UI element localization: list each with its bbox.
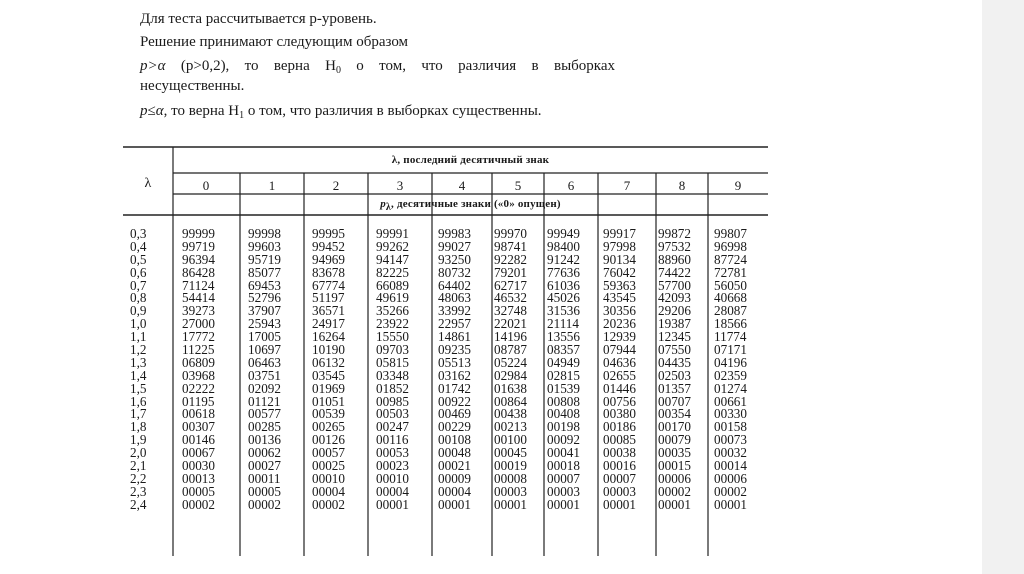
table-cell: 00229 [438, 419, 471, 435]
table-cell: 00001 [376, 496, 409, 512]
table-cell: 11225 [182, 342, 215, 358]
table-cell: 28087 [714, 303, 747, 319]
table-cell: 00001 [438, 496, 471, 512]
table-cell: 87724 [714, 251, 747, 267]
sub-header [173, 198, 768, 213]
table-cell: 00003 [603, 483, 636, 499]
column-header-9: 9 [734, 178, 742, 193]
table-cell: 00004 [438, 483, 471, 499]
table-cell: 17772 [182, 329, 215, 345]
table-cell: 88960 [658, 251, 691, 267]
table-cell: 06132 [312, 354, 345, 370]
table-cell: 77636 [547, 264, 580, 280]
table-cell: 04636 [603, 354, 636, 370]
table-cell: 04435 [658, 354, 691, 370]
value-column-5 [494, 228, 554, 512]
table-cell: 07944 [603, 342, 636, 358]
table-cell: 56050 [714, 277, 747, 293]
table-cell: 98400 [547, 238, 580, 254]
table-cell: 00008 [494, 470, 527, 486]
table-cell: 80732 [438, 264, 471, 280]
table-cell: 07171 [714, 342, 747, 358]
word: выборках [554, 58, 616, 74]
table-cell: 05224 [494, 354, 527, 370]
table-cell: 67774 [312, 277, 345, 293]
table-cell: 85077 [248, 264, 281, 280]
table-cell: 99872 [658, 226, 691, 241]
column-header-3: 3 [396, 178, 404, 193]
table-cell: 00002 [658, 483, 691, 499]
p-subscript: λ [385, 202, 392, 213]
table-cell: 83678 [312, 264, 345, 280]
table-cell: 00073 [714, 432, 747, 448]
table-cell: 00001 [603, 496, 636, 512]
table-cell: 99262 [376, 238, 409, 254]
table-cell: 86428 [182, 264, 215, 280]
word: то [244, 58, 259, 74]
table-cell: 00004 [312, 483, 345, 499]
table-cell: 91242 [547, 251, 580, 267]
table-cell: 42093 [658, 290, 691, 306]
lambda-cell: 2,2 [130, 470, 147, 486]
table-cell: 00003 [547, 483, 580, 499]
table-cell: 66089 [376, 277, 409, 293]
table-cell: 01969 [312, 380, 345, 396]
table-cell: 00001 [547, 496, 580, 512]
table-cell: 99603 [248, 238, 281, 254]
table-cell: 00265 [312, 419, 345, 435]
table-cell: 45026 [547, 290, 580, 306]
table-cell: 01274 [714, 380, 747, 396]
table-cell: 69453 [248, 277, 281, 293]
p-le-alpha: p≤α [140, 103, 164, 119]
lambda-cell: 2,4 [130, 496, 147, 512]
table-cell: 00085 [603, 432, 636, 448]
table-cell: 00018 [547, 458, 580, 474]
table-cell: 96394 [182, 251, 215, 267]
lambda-cell: 1,5 [130, 380, 147, 396]
table-cell: 00707 [658, 393, 691, 409]
table-cell: 00213 [494, 419, 527, 435]
table-cell: 72781 [714, 264, 747, 280]
table-cell: 01852 [376, 380, 409, 396]
lambda-cell: 1,6 [130, 393, 147, 409]
table-cell: 99917 [603, 226, 636, 241]
table-cell: 00146 [182, 432, 215, 448]
table-cell: 74422 [658, 264, 691, 280]
table-cell: 18566 [714, 316, 747, 332]
table-cell: 52796 [248, 290, 281, 306]
table-cell: 02503 [658, 367, 691, 383]
column-header-5: 5 [514, 178, 522, 193]
table-cell: 19387 [658, 316, 691, 332]
table-cell: 00503 [376, 406, 409, 422]
table-cell: 01539 [547, 380, 580, 396]
table-cell: 03545 [312, 367, 345, 383]
table-cell: 00186 [603, 419, 636, 435]
h-letter: H [325, 58, 336, 74]
table-cell: 00027 [248, 458, 281, 474]
table-cell: 00756 [603, 393, 636, 409]
table-cell: 02815 [547, 367, 580, 383]
table-cell: 00005 [182, 483, 215, 499]
table-cell: 01195 [182, 393, 215, 409]
lambda-cell: 1,4 [130, 367, 147, 383]
table-cell: 00004 [376, 483, 409, 499]
lambda-cell: 2,3 [130, 483, 147, 499]
table-cell: 06463 [248, 354, 281, 370]
table-cell: 05815 [376, 354, 409, 370]
table-cell: 00079 [658, 432, 691, 448]
table-cell: 00539 [312, 406, 345, 422]
table-cell: 03348 [376, 367, 409, 383]
value-column-4 [438, 228, 498, 512]
table-cell: 08357 [547, 342, 580, 358]
lambda-cell: 0,6 [130, 264, 147, 280]
table-cell: 12345 [658, 329, 691, 345]
table-cell: 00170 [658, 419, 691, 435]
table-cell: 09703 [376, 342, 409, 358]
lambda-column [130, 228, 162, 512]
table-cell: 12939 [603, 329, 636, 345]
table-cell: 06809 [182, 354, 215, 370]
table-cell: 71124 [182, 277, 215, 293]
table-cell: 13556 [547, 329, 580, 345]
table-cell: 27000 [182, 316, 215, 332]
table-cell: 00136 [248, 432, 281, 448]
lambda-cell: 0,7 [130, 277, 147, 293]
table-cell: 00116 [376, 432, 409, 448]
table-cell: 03162 [438, 367, 471, 383]
table-cell: 04196 [714, 354, 747, 370]
table-cell: 99995 [312, 226, 345, 241]
intro-line-2: Решение принимают следующим образом [140, 34, 409, 50]
table-cell: 00922 [438, 393, 471, 409]
lambda-cell: 1,0 [130, 316, 147, 332]
table-cell: 00307 [182, 419, 215, 435]
table-cell: 00618 [182, 406, 215, 422]
lambda-cell: 2,1 [130, 458, 147, 474]
lambda-cell: 1,2 [130, 342, 147, 358]
value-column-2 [312, 228, 372, 512]
table-cell: 00032 [714, 445, 747, 461]
table-cell: 00864 [494, 393, 527, 409]
table-cell: 79201 [494, 264, 527, 280]
table-cell: 54414 [182, 290, 215, 306]
lambda-header: λ [144, 176, 152, 191]
table-cell: 00006 [714, 470, 747, 486]
table-cell: 32748 [494, 303, 527, 319]
lambda-cell: 1,3 [130, 354, 147, 370]
table-cell: 00002 [182, 496, 215, 512]
sub-header-text: , десятичные знаки («0» опущен) [391, 198, 561, 210]
table-cell: 00023 [376, 458, 409, 474]
table-cell: 00030 [182, 458, 215, 474]
column-header-2: 2 [332, 178, 340, 193]
table-cell: 39273 [182, 303, 215, 319]
table-cell: 00019 [494, 458, 527, 474]
table-cell: 09235 [438, 342, 471, 358]
table-cell: 01357 [658, 380, 691, 396]
lambda-cell: 0,9 [130, 303, 147, 319]
lambda-cell: 2,0 [130, 445, 147, 461]
table-cell: 57700 [658, 277, 691, 293]
lambda-cell: 0,4 [130, 238, 147, 254]
column-header-6: 6 [567, 178, 575, 193]
table-cell: 17005 [248, 329, 281, 345]
table-cell: 00009 [438, 470, 471, 486]
intro-line-1: Для теста рассчитывается p-уровень. [140, 11, 377, 27]
table-cell: 11774 [714, 329, 747, 345]
value-column-8 [658, 228, 718, 512]
table-cell: 00354 [658, 406, 691, 422]
table-cell: 62717 [494, 277, 527, 293]
lambda-cell: 0,8 [130, 290, 147, 306]
h-subscript: 1 [239, 110, 245, 121]
text-part: о том, что различия в выборках существенны. [244, 103, 542, 119]
column-header-1: 1 [268, 178, 276, 193]
p-symbol: p [380, 198, 386, 210]
lambda-cell: 1,7 [130, 406, 147, 422]
table-cell: 99027 [438, 238, 471, 254]
table-cell: 00002 [248, 496, 281, 512]
table-cell: 25943 [248, 316, 281, 332]
table-cell: 98741 [494, 238, 527, 254]
table-cell: 33992 [438, 303, 471, 319]
table-cell: 22021 [494, 316, 527, 332]
table-cell: 00126 [312, 432, 345, 448]
table-cell: 00247 [376, 419, 409, 435]
column-header-7: 7 [623, 178, 631, 193]
table-cell: 02222 [182, 380, 215, 396]
table-cell: 48063 [438, 290, 471, 306]
table-cell: 00001 [494, 496, 527, 512]
table-cell: 94147 [376, 251, 409, 267]
table-cell: 01051 [312, 393, 345, 409]
table-cell: 21114 [547, 316, 579, 332]
table-cell: 49619 [376, 290, 409, 306]
table-cell: 00035 [658, 445, 691, 461]
table-cell: 31536 [547, 303, 580, 319]
table-cell: 00438 [494, 406, 527, 422]
table-cell: 00577 [248, 406, 281, 422]
table-cell: 00285 [248, 419, 281, 435]
table-cell: 00011 [248, 470, 281, 486]
word: что [421, 58, 443, 74]
table-cell: 99998 [248, 226, 281, 241]
table-cell: 00041 [547, 445, 580, 461]
table-cell: 40668 [714, 290, 747, 306]
table-cell: 00013 [182, 470, 215, 486]
table-cell: 35266 [376, 303, 409, 319]
table-cell: 00045 [494, 445, 527, 461]
table-cell: 43545 [603, 290, 636, 306]
word: о [356, 58, 364, 74]
table-cell: 99991 [376, 226, 409, 241]
table-cell: 99949 [547, 226, 580, 241]
table-cell: 07550 [658, 342, 691, 358]
table-cell: 99807 [714, 226, 747, 241]
table-cell: 02655 [603, 367, 636, 383]
table-cell: 22957 [438, 316, 471, 332]
word: верна [273, 58, 310, 74]
table-cell: 29206 [658, 303, 691, 319]
table-cell: 01446 [603, 380, 636, 396]
table-cell: 00158 [714, 419, 747, 435]
table-cell: 59363 [603, 277, 636, 293]
table-cell: 00062 [248, 445, 281, 461]
table-cell: 37907 [248, 303, 281, 319]
table-cell: 24917 [312, 316, 345, 332]
table-cell: 30356 [603, 303, 636, 319]
table-cell: 00025 [312, 458, 345, 474]
table-cell: 15550 [376, 329, 409, 345]
table-cell: 76042 [603, 264, 636, 280]
table-cell: 64402 [438, 277, 471, 293]
table-cell: 99999 [182, 226, 215, 241]
text-part: , то верна H [163, 103, 240, 119]
table-cell: 51197 [312, 290, 345, 306]
table-cell: 02359 [714, 367, 747, 383]
table-cell: 00985 [376, 393, 409, 409]
table-cell: 02092 [248, 380, 281, 396]
table-cell: 00003 [494, 483, 527, 499]
table-cell: 00006 [658, 470, 691, 486]
table-cell: 00007 [547, 470, 580, 486]
table-cell: 90134 [603, 251, 636, 267]
table-cell: 00005 [248, 483, 281, 499]
word: различия [458, 58, 517, 74]
table-cell: 05513 [438, 354, 471, 370]
table-cell: 00053 [376, 445, 409, 461]
table-cell: 01638 [494, 380, 527, 396]
intro-line-4: несущественны. [140, 78, 245, 94]
table-cell: 00057 [312, 445, 345, 461]
table-cell: 00108 [438, 432, 471, 448]
value-column-0 [182, 228, 242, 512]
table-cell: 99719 [182, 238, 215, 254]
table-cell: 99452 [312, 238, 345, 254]
word: в [531, 58, 539, 74]
p-gt-alpha: p>α [140, 58, 166, 74]
value-column-6 [547, 228, 607, 512]
table-cell: 00007 [603, 470, 636, 486]
table-cell: 20236 [603, 316, 636, 332]
value-column-3 [376, 228, 436, 512]
table-cell: 03968 [182, 367, 215, 383]
top-header: λ, последний десятичный знак [391, 154, 550, 166]
lambda-cell: 1,1 [130, 329, 147, 345]
table-cell: 00198 [547, 419, 580, 435]
table-cell: 99983 [438, 226, 471, 241]
table-cell: 00010 [376, 470, 409, 486]
table-cell: 00808 [547, 393, 580, 409]
table-cell: 36571 [312, 303, 345, 319]
value-column-7 [603, 228, 663, 512]
table-cell: 00021 [438, 458, 471, 474]
table-cell: 00016 [603, 458, 636, 474]
table-cell: 00014 [714, 458, 747, 474]
column-header-0: 0 [202, 178, 210, 193]
table-cell: 00002 [312, 496, 345, 512]
table-cell: 03751 [248, 367, 281, 383]
word: том, [379, 58, 406, 74]
table-cell: 92282 [494, 251, 527, 267]
table-cell: 10697 [248, 342, 281, 358]
table-cell: 97998 [603, 238, 636, 254]
table-cell: 95719 [248, 251, 281, 267]
table-cell: 00100 [494, 432, 527, 448]
table-cell: 23922 [376, 316, 409, 332]
lambda-cell: 1,9 [130, 432, 147, 448]
column-header-8: 8 [678, 178, 686, 193]
table-cell: 00067 [182, 445, 215, 461]
table-cell: 99970 [494, 226, 527, 241]
table-cell: 97532 [658, 238, 691, 254]
table-cell: 00048 [438, 445, 471, 461]
value-column-1 [248, 228, 308, 512]
table-cell: 00408 [547, 406, 580, 422]
table-cell: 61036 [547, 277, 580, 293]
table-cell: 00380 [603, 406, 636, 422]
p-gt-02: (p>0,2), [180, 58, 230, 74]
lambda-cell: 1,8 [130, 419, 147, 435]
lambda-cell: 0,3 [130, 226, 147, 241]
table-cell: 00469 [438, 406, 471, 422]
table-cell: 00001 [714, 496, 747, 512]
table-cell: 96998 [714, 238, 747, 254]
h-subscript: 0 [335, 65, 341, 76]
lambda-cell: 0,5 [130, 251, 147, 267]
column-header-4: 4 [458, 178, 466, 193]
table-cell: 10190 [312, 342, 345, 358]
table-cell: 00330 [714, 406, 747, 422]
table-cell: 00015 [658, 458, 691, 474]
table-cell: 82225 [376, 264, 409, 280]
table-cell: 94969 [312, 251, 345, 267]
table-cell: 04949 [547, 354, 580, 370]
table-cell: 00038 [603, 445, 636, 461]
table-cell: 00010 [312, 470, 345, 486]
table-cell: 00092 [547, 432, 580, 448]
table-cell: 01742 [438, 380, 471, 396]
table-cell: 14861 [438, 329, 471, 345]
table-cell: 93250 [438, 251, 471, 267]
table-cell: 00661 [714, 393, 747, 409]
table-cell: 00001 [658, 496, 691, 512]
table-cell: 02984 [494, 367, 527, 383]
table-cell: 01121 [248, 393, 281, 409]
table-cell: 16264 [312, 329, 345, 345]
table-cell: 08787 [494, 342, 527, 358]
table-cell: 14196 [494, 329, 527, 345]
table-cell: 46532 [494, 290, 527, 306]
value-column-9 [714, 228, 774, 512]
table-cell: 00002 [714, 483, 747, 499]
